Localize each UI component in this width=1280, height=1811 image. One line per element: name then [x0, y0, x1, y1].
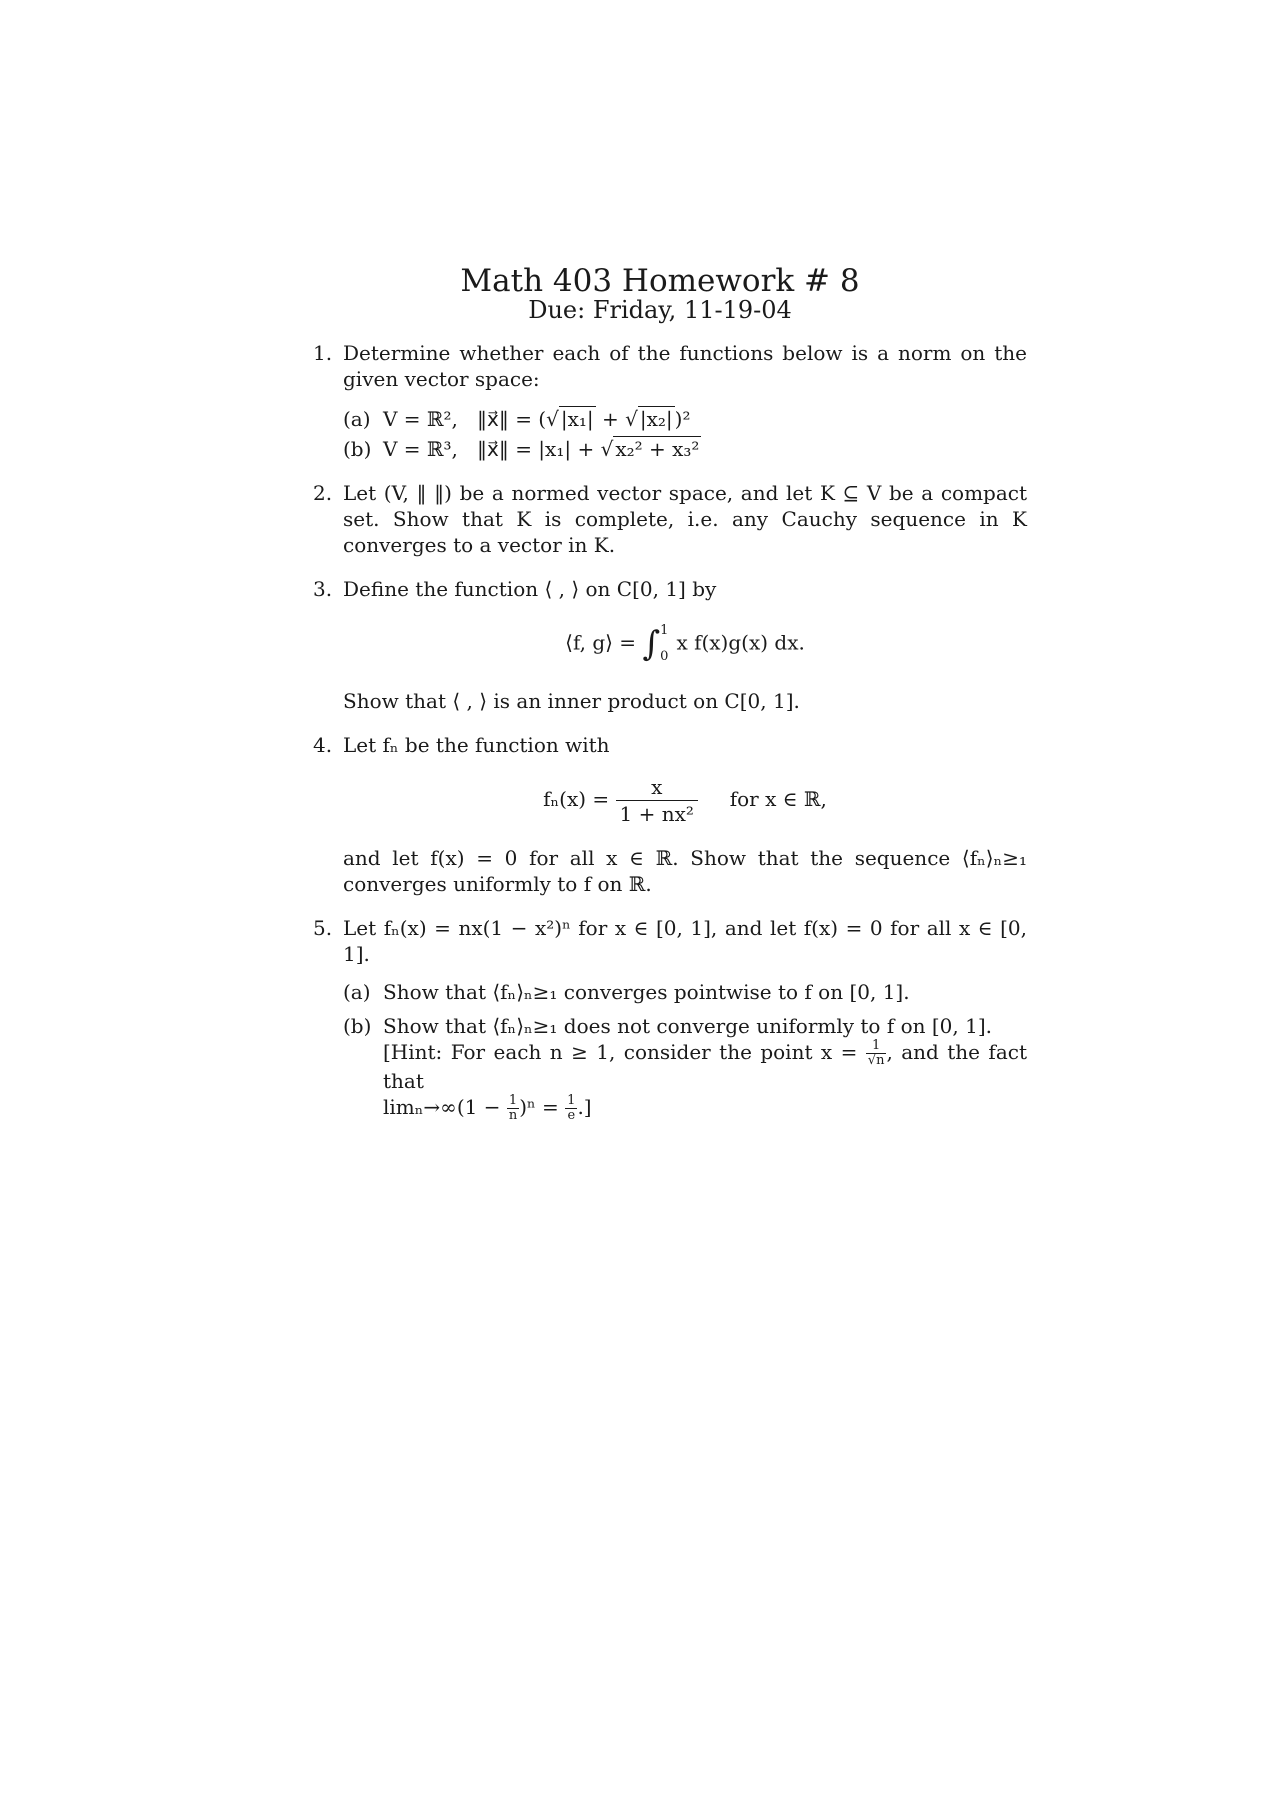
problem-text: Let (V, ‖ ‖) be a normed vector space, and let K ⊆ V be a compact set. Show that K is complete, i.e. any Cauchy sequence in K converges to a vector in K.	[343, 481, 1027, 557]
problem-text: Let fₙ(x) = nx(1 − x²)ⁿ for x ∈ [0, 1], and let f(x) = 0 for all x ∈ [0, 1].	[343, 916, 1027, 966]
subpart-a	[343, 979, 1027, 1005]
sqrt-term: x₂² + x₃²	[615, 437, 700, 461]
vector-space: V = ℝ²,	[383, 407, 458, 431]
subpart-b	[343, 1013, 1027, 1123]
fraction	[507, 1094, 519, 1123]
plus-sign: +	[595, 407, 626, 431]
display-equation	[343, 774, 1027, 827]
problem-3	[313, 576, 1027, 714]
problem-text: and let f(x) = 0 for all x ∈ ℝ. Show that the sequence ⟨fₙ⟩ₙ≥₁ converges uniformly to f on ℝ.	[343, 846, 1027, 896]
sqrt-sign: √	[546, 407, 559, 431]
problem-text: Determine whether each of the functions below is a norm on the given vector space:	[343, 341, 1027, 391]
hint-text: .]	[577, 1095, 592, 1119]
problem-number: 2.	[313, 481, 333, 505]
problem-1	[313, 340, 1027, 462]
norm-lhs: ‖x⃗‖ = |x₁| +	[477, 437, 601, 461]
subpart-label: (b)	[343, 437, 372, 461]
sqrt-term: |x₂|	[639, 407, 673, 431]
problem-4	[313, 732, 1027, 897]
hint-text: [Hint: For each n ≥ 1, consider the point x =	[383, 1040, 858, 1064]
denominator: 1 + nx²	[619, 802, 694, 826]
problem-number: 4.	[313, 733, 333, 757]
display-equation	[343, 618, 1027, 670]
problem-number: 3.	[313, 577, 333, 601]
subpart-text: Show that ⟨fₙ⟩ₙ≥₁ converges pointwise to f on [0, 1].	[383, 980, 910, 1004]
upper-limit: 1	[660, 623, 669, 638]
due-date: Due: Friday, 11-19-04	[528, 296, 792, 324]
numerator: x	[616, 774, 698, 801]
subpart-label: (a)	[343, 407, 371, 431]
document-title: Math 403 Homework # 8	[460, 263, 860, 299]
hint-limit	[383, 1094, 1027, 1123]
lower-limit: 0	[660, 649, 669, 664]
equation-lhs: ⟨f, g⟩ =	[565, 630, 637, 655]
subpart-a	[343, 406, 1027, 432]
sqrt-term: |x₁|	[560, 407, 594, 431]
sqrt-sign: √	[600, 437, 614, 461]
numerator: 1	[507, 1094, 519, 1109]
condition: for x ∈ ℝ,	[729, 787, 827, 811]
sqrt-sign: √	[625, 407, 638, 431]
denominator: √n	[867, 1053, 885, 1068]
subpart-text: Show that ⟨fₙ⟩ₙ≥₁ does not converge uniformly to f on [0, 1].	[383, 1014, 992, 1038]
hint-text: limₙ→∞(1 −	[383, 1095, 501, 1119]
numerator: 1	[567, 1093, 576, 1108]
subpart-b	[343, 436, 1027, 462]
problem-number: 5.	[313, 916, 333, 940]
problem-list	[313, 340, 1027, 1141]
problem-2	[313, 480, 1027, 558]
integral-sign: ∫	[642, 624, 661, 664]
subpart-label: (b)	[343, 1014, 372, 1038]
denominator: n	[508, 1108, 518, 1123]
norm-rhs: )²	[674, 407, 691, 431]
problem-text: Show that ⟨ , ⟩ is an inner product on C[0, 1].	[343, 689, 800, 713]
problem-number: 1.	[313, 341, 333, 365]
problem-text: Define the function ⟨ , ⟩ on C[0, 1] by	[343, 577, 717, 601]
subpart-label: (a)	[343, 980, 371, 1004]
numerator: 1	[866, 1039, 887, 1054]
problem-5	[313, 915, 1027, 1123]
hint-text: )ⁿ =	[519, 1095, 559, 1119]
fraction	[616, 774, 698, 827]
denominator: e	[567, 1108, 576, 1123]
hint-text: , and the fact that	[383, 1040, 1027, 1093]
vector-space: V = ℝ³,	[383, 437, 458, 461]
integrand: x f(x)g(x) dx.	[676, 630, 805, 655]
norm-lhs: ‖x⃗‖ = (	[477, 407, 547, 431]
problem-text: Let fₙ be the function with	[343, 733, 610, 757]
fraction	[565, 1094, 577, 1123]
hint	[383, 1039, 1027, 1094]
fraction	[866, 1039, 887, 1068]
integral-limits	[660, 618, 668, 670]
equation-lhs: fₙ(x) =	[543, 787, 610, 811]
